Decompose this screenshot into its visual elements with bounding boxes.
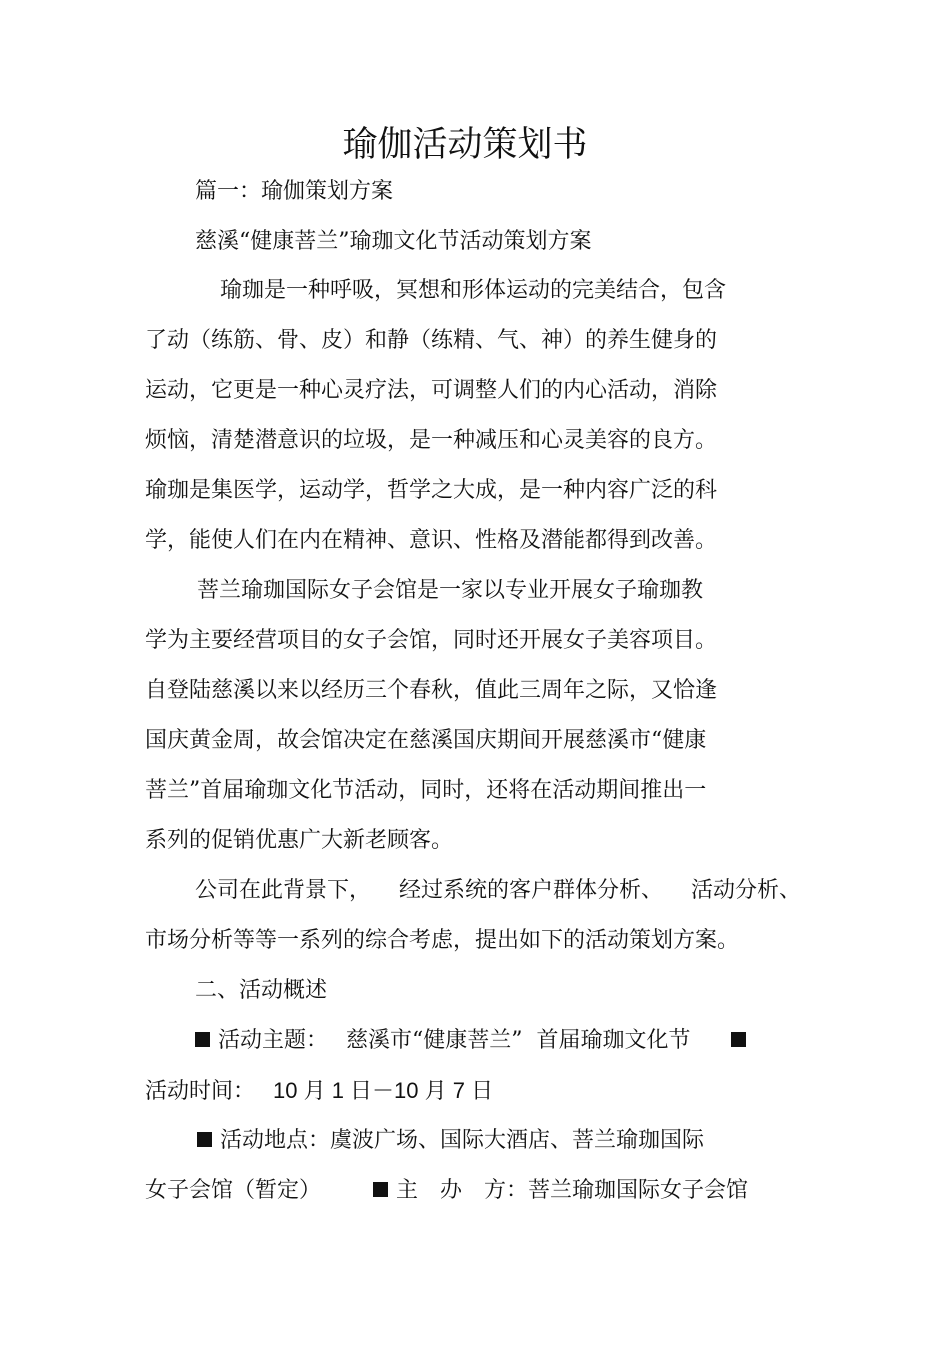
text-line	[195, 876, 801, 906]
text-line: 慈溪“健康菩兰”瑜珈文化节活动策划方案	[195, 229, 592, 254]
text-fragment: 10 月 1 日－10 月 7 日	[273, 1078, 494, 1103]
text-line: 学为主要经营项目的女子会馆，同时还开展女子美容项目。	[145, 628, 718, 653]
text-fragment: 活动时间：	[145, 1079, 256, 1104]
bullet-line	[195, 1026, 754, 1056]
text-line: 了动（练筋、骨、皮）和静（练精、气、神）的养生健身的	[145, 328, 718, 353]
text-line: 瑜珈是集医学，运动学，哲学之大成，是一种内容广泛的科	[145, 478, 718, 503]
text-line: 运动，它更是一种心灵疗法，可调整人们的内心活动，消除	[145, 378, 718, 403]
page-title: 瑜伽活动策划书	[342, 125, 588, 165]
text-line: 系列的促销优惠广大新老顾客。	[145, 828, 454, 853]
section-heading: 二、活动概述	[195, 978, 328, 1003]
square-bullet-icon	[197, 1132, 212, 1147]
text-line: 瑜珈是一种呼吸，冥想和形体运动的完美结合，包含	[220, 278, 727, 303]
text-line: 市场分析等等一系列的综合考虑，提出如下的活动策划方案。	[145, 928, 740, 953]
text-line: 国庆黄金周，故会馆决定在慈溪国庆期间开展慈溪市“健康	[145, 728, 707, 753]
bullet-line	[145, 1176, 748, 1206]
text-fragment: 活动地点：虞波广场、国际大酒店、菩兰瑜珈国际	[220, 1128, 705, 1153]
text-line: 菩兰”首届瑜珈文化节活动，同时，还将在活动期间推出一	[145, 778, 707, 803]
text-fragment: 公司在此背景下，	[195, 878, 372, 903]
text-fragment: 经过系统的客户群体分析、	[399, 878, 664, 903]
text-fragment: 活动主题：	[218, 1028, 329, 1053]
text-fragment: 女子会馆（暂定）	[145, 1178, 322, 1203]
bullet-line	[197, 1126, 704, 1156]
square-bullet-icon	[373, 1182, 388, 1197]
text-line: 自登陆慈溪以来以经历三个春秋，值此三周年之际，又恰逢	[145, 678, 718, 703]
text-line: 学，能使人们在内在精神、意识、性格及潜能都得到改善。	[145, 528, 718, 553]
text-fragment: 主 办 方：菩兰瑜珈国际女子会馆	[396, 1178, 749, 1203]
text-fragment: 首届瑜珈文化节	[536, 1028, 691, 1053]
square-bullet-icon	[195, 1032, 210, 1047]
text-fragment: 活动分析、	[691, 878, 802, 903]
text-line: 篇一：瑜伽策划方案	[195, 179, 394, 204]
text-line: 烦恼，清楚潜意识的垃圾，是一种减压和心灵美容的良方。	[145, 428, 718, 453]
text-fragment: 慈溪市“健康菩兰”	[346, 1028, 523, 1053]
text-line	[145, 1076, 493, 1107]
text-line: 菩兰瑜珈国际女子会馆是一家以专业开展女子瑜珈教	[197, 578, 704, 603]
square-bullet-icon	[731, 1032, 746, 1047]
